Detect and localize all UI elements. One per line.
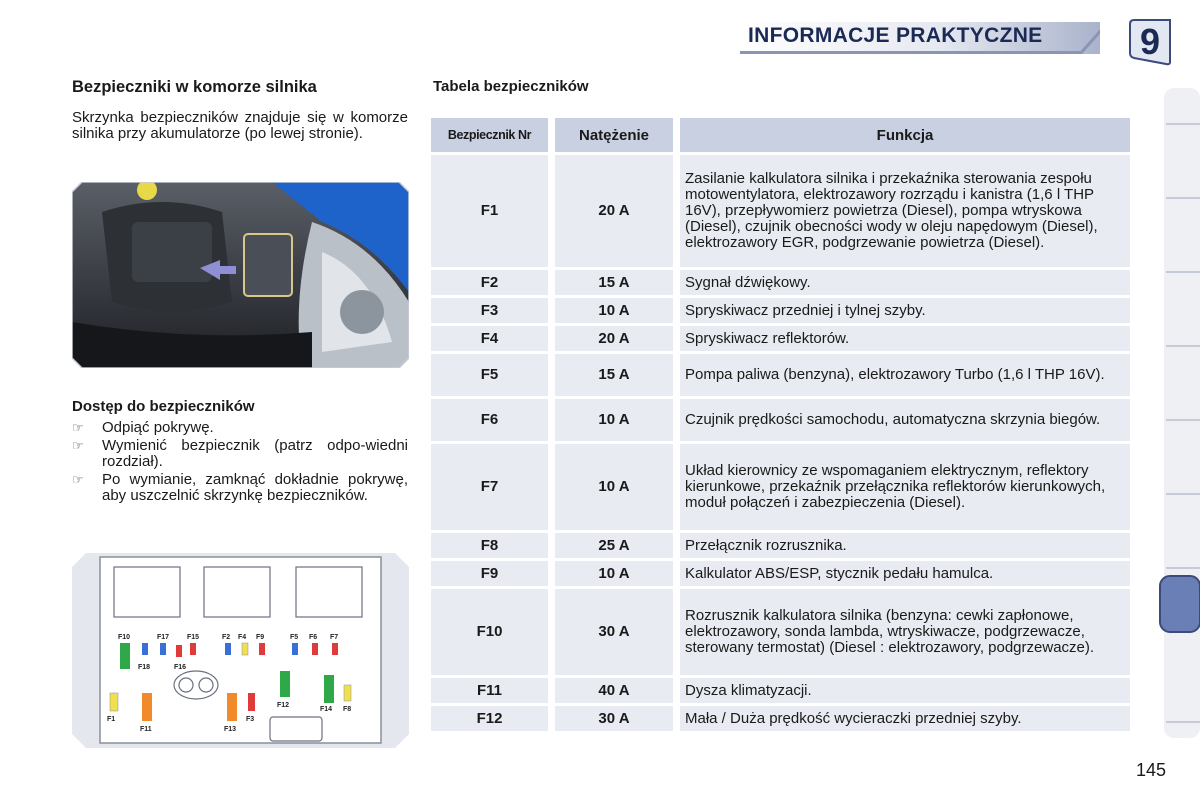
fuse-F13 [227, 693, 237, 721]
diagram-label: F14 [320, 706, 333, 713]
diagram-label: F13 [224, 726, 237, 733]
table-row [431, 533, 1130, 558]
fuse-nr-cell: F9 [431, 561, 555, 586]
access-title: Dostęp do bezpieczników [72, 398, 255, 415]
fuse-nr-cell: F1 [431, 155, 555, 267]
current-cell: 10 A [555, 561, 680, 586]
page-edge-tabs [1158, 88, 1200, 738]
diagram-label: F4 [238, 634, 247, 641]
current-cell: 25 A [555, 533, 680, 558]
table-row [431, 298, 1130, 323]
fuse-F11 [142, 693, 152, 721]
col-header-current: Natężenie [555, 118, 680, 152]
chapter-tab-active[interactable] [1158, 574, 1200, 634]
intro-paragraph: Skrzynka bezpieczników znajduje się w komorze silnika przy akumulatorze (po lewej stronie). [72, 109, 408, 142]
fuse-box-diagram [72, 553, 409, 748]
table-header-row [431, 118, 1130, 152]
fuse-F2 [225, 643, 231, 655]
hand-pointer-icon: ☞ [72, 420, 84, 435]
function-cell: Kalkulator ABS/ESP, stycznik pedału hamulca. [680, 561, 1130, 586]
fuse-F3 [248, 693, 255, 711]
current-cell: 30 A [555, 706, 680, 731]
access-steps-list [72, 420, 408, 506]
chapter-number: 9 [1139, 21, 1161, 62]
current-cell: 15 A [555, 354, 680, 396]
current-cell: 15 A [555, 270, 680, 295]
diagram-label: F6 [309, 634, 318, 641]
current-cell: 20 A [555, 155, 680, 267]
table-row [431, 589, 1130, 675]
access-step: ☞ Wymienić bezpiecznik (patrz odpo-wiedni rozdział). [72, 437, 408, 470]
section-title: Bezpieczniki w komorze silnika [72, 78, 317, 96]
diagram-label: F2 [222, 634, 231, 641]
table-row [431, 155, 1130, 267]
current-cell: 40 A [555, 678, 680, 703]
diagram-label: F17 [157, 634, 170, 641]
fuse-F12 [280, 671, 290, 697]
fuse-nr-cell: F11 [431, 678, 555, 703]
function-cell: Zasilanie kalkulatora silnika i przekaźnika sterowania zespołu motowentylatora, elektrozawory rozrządu i kanistra (1,6 l THP 16V), przepływomierz powietrza (Diesel), pompa wtryskowa (Diesel), czujnik obecności wody w oleju napędowym (Diesel), elektrozawory EGR, podgrzewanie powietrza (Diesel). [680, 155, 1130, 267]
diagram-label: F7 [330, 634, 339, 641]
current-cell: 10 A [555, 298, 680, 323]
engine-bay-photo [72, 182, 409, 368]
table-row [431, 354, 1130, 396]
diagram-label: F1 [107, 716, 116, 723]
fuse-nr-cell: F3 [431, 298, 555, 323]
function-cell: Dysza klimatyzacji. [680, 678, 1130, 703]
fuse-nr-cell: F5 [431, 354, 555, 396]
header-title: INFORMACJE PRAKTYCZNE [748, 24, 1043, 47]
page-number: 145 [1136, 760, 1167, 780]
access-step: ☞ Po wymianie, zamknąć dokładnie pokrywę, aby uszczelnić skrzynkę bezpieczników. [72, 471, 408, 504]
table-row [431, 444, 1130, 530]
fuse-F10 [120, 643, 130, 669]
function-cell: Spryskiwacz reflektorów. [680, 326, 1130, 351]
function-cell: Sygnał dźwiękowy. [680, 270, 1130, 295]
fuse-F5 [292, 643, 298, 655]
current-cell: 10 A [555, 399, 680, 441]
diagram-label: F15 [187, 634, 200, 641]
diagram-label: F10 [118, 634, 131, 641]
table-row [431, 270, 1130, 295]
fuse-nr-cell: F8 [431, 533, 555, 558]
table-row [431, 326, 1130, 351]
current-cell: 30 A [555, 589, 680, 675]
diagram-label: F12 [277, 702, 290, 709]
diagram-label: F16 [174, 664, 187, 671]
fuse-F1 [110, 693, 118, 711]
function-cell: Przełącznik rozrusznika. [680, 533, 1130, 558]
fuse-F15 [190, 643, 196, 655]
diagram-label: F9 [256, 634, 265, 641]
col-header-function: Funkcja [680, 118, 1130, 152]
fuse-F14 [324, 675, 334, 703]
hand-pointer-icon: ☞ [72, 472, 84, 487]
table-row [431, 561, 1130, 586]
hand-pointer-icon: ☞ [72, 438, 84, 453]
fuse-F8 [344, 685, 351, 701]
table-row [431, 399, 1130, 441]
access-step: ☞ Odpiąć pokrywę. [72, 419, 214, 436]
function-cell: Spryskiwacz przedniej i tylnej szyby. [680, 298, 1130, 323]
table-row [431, 678, 1130, 703]
diagram-label: F5 [290, 634, 299, 641]
current-cell: 20 A [555, 326, 680, 351]
function-cell: Pompa paliwa (benzyna), elektrozawory Turbo (1,6 l THP 16V). [680, 354, 1130, 396]
diagram-label: F8 [343, 706, 352, 713]
diagram-label: F11 [140, 726, 152, 733]
table-title: Tabela bezpieczników [433, 78, 589, 95]
diagram-label: F3 [246, 716, 255, 723]
function-cell: Rozrusznik kalkulatora silnika (benzyna: cewki zapłonowe, elektrozawory, sonda lambda, wtryskiwacze, podgrzewacze, sterowany termostat) (Diesel : elektrozawory, podgrzewacze). [680, 589, 1130, 675]
fuse-F6 [312, 643, 318, 655]
fuse-F7 [332, 643, 338, 655]
fuse-nr-cell: F6 [431, 399, 555, 441]
fuse-F18 [142, 643, 148, 655]
current-cell: 10 A [555, 444, 680, 530]
table-row [431, 706, 1130, 731]
fuse-table [431, 115, 1130, 734]
function-cell: Układ kierownicy ze wspomaganiem elektrycznym, reflektory kierunkowe, przekaźnik przełącznika reflektorów kierunkowych, moduł połączeń i zabezpieczenia (Diesel). [680, 444, 1130, 530]
fuse-nr-cell: F7 [431, 444, 555, 530]
fuse-nr-cell: F4 [431, 326, 555, 351]
function-cell: Mała / Duża prędkość wycieraczki przedniej szyby. [680, 706, 1130, 731]
fuse-F9 [259, 643, 265, 655]
col-header-fuse-nr: Bezpiecznik Nr [431, 118, 555, 152]
fuse-nr-cell: F12 [431, 706, 555, 731]
function-cell: Czujnik prędkości samochodu, automatyczna skrzynia biegów. [680, 399, 1130, 441]
fuse-F17 [160, 643, 166, 655]
diagram-label: F18 [138, 664, 151, 671]
fuse-nr-cell: F2 [431, 270, 555, 295]
fuse-nr-cell: F10 [431, 589, 555, 675]
fuse-F16 [176, 645, 182, 657]
fuse-F4 [242, 643, 248, 655]
